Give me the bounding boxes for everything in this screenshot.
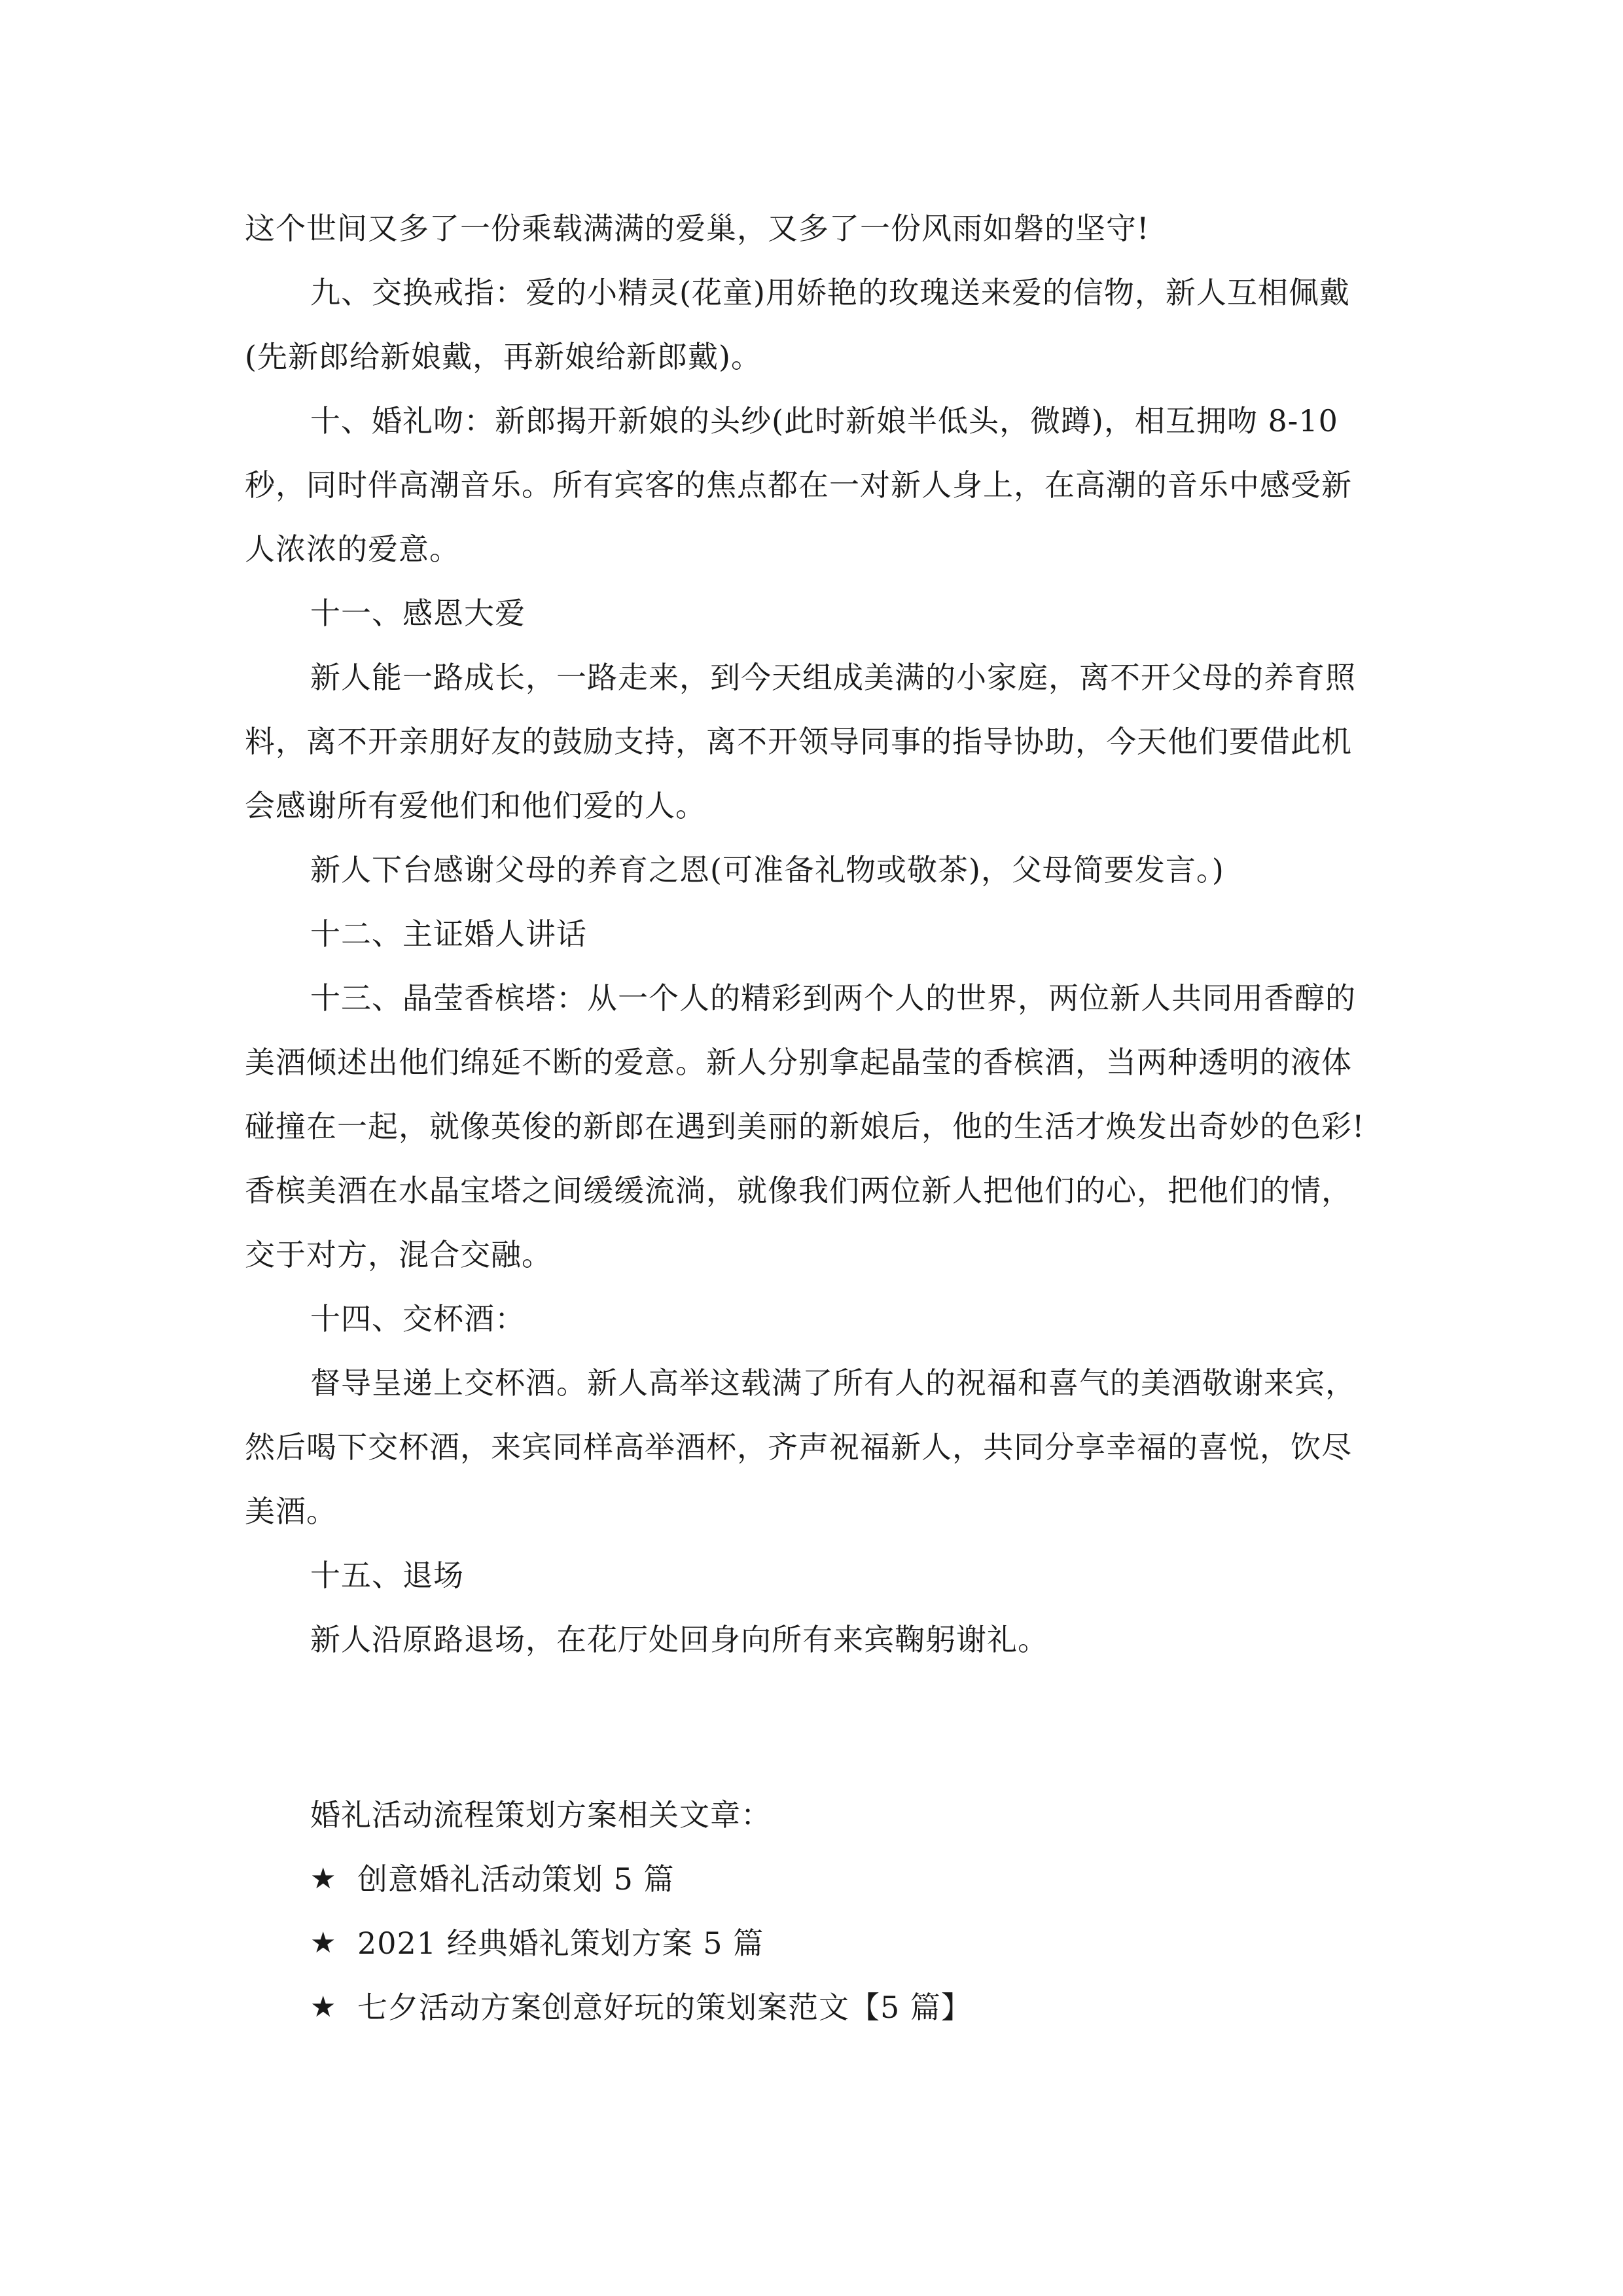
heading-gratitude: 十一、感恩大爱 [310,596,526,631]
paragraph-gratitude: 新人能一路成长，一路走来，到今天组成美满的小家庭，离不开父母的养育照料，离不开亲朋好友的鼓励支持，离不开领导同事的指导协助，今天他们要借此机会感谢所有爱他们和他们爱的人。 [245,660,1356,823]
related-article-label: 2021 经典婚礼策划方案 5 篇 [357,1926,764,1961]
document-page [245,196,1377,2039]
related-article-link[interactable] [245,1911,1377,1975]
paragraph-thank-parents: 新人下台感谢父母的养育之恩(可准备礼物或敬茶)，父母简要发言。) [310,852,1224,888]
related-article-link[interactable] [245,1975,1377,2039]
heading-exit: 十五、退场 [310,1558,464,1593]
paragraph-exit: 新人沿原路退场，在花厅处回身向所有来宾鞠躬谢礼。 [310,1622,1048,1657]
paragraph-exchange-rings: 九、交换戒指：爱的小精灵(花童)用娇艳的玫瑰送来爱的信物，新人互相佩戴(先新郎给新娘戴，再新娘给新郎戴)。 [245,275,1350,374]
related-article-label: 七夕活动方案创意好玩的策划案范文【5 篇】 [357,1990,972,2025]
paragraph-continuation: 这个世间又多了一份乘载满满的爱巢，又多了一份风雨如磐的坚守! [245,211,1150,246]
star-icon: ★ [310,1862,337,1895]
paragraph-cross-cup-wine: 督导呈递上交杯酒。新人高举这载满了所有人的祝福和喜气的美酒敬谢来宾，然后喝下交杯酒，来宾同样高举酒杯，齐声祝福新人，共同分享幸福的喜悦，饮尽美酒。 [245,1365,1356,1529]
heading-officiant-speech: 十二、主证婚人讲话 [310,916,587,952]
star-icon: ★ [310,1926,337,1960]
related-articles-title: 婚礼活动流程策划方案相关文章： [310,1797,772,1833]
paragraph-champagne-tower: 十三、晶莹香槟塔：从一个人的精彩到两个人的世界，两位新人共同用香醇的美酒倾述出他们绵延不断的爱意。新人分别拿起晶莹的香槟酒，当两种透明的液体碰撞在一起，就像英俊的新郎在遇到美丽的新娘后，他的生活才焕发出奇妙的色彩!香槟美酒在水晶宝塔之间缓缓流淌，就像我们两位新人把他们的心，把他们的情，交于对方，混合交融。 [245,980,1365,1272]
related-articles [245,1783,1377,2039]
paragraph-wedding-kiss: 十、婚礼吻：新郎揭开新娘的头纱(此时新娘半低头，微蹲)，相互拥吻 8-10 秒，同时伴高潮音乐。所有宾客的焦点都在一对新人身上，在高潮的音乐中感受新人浓浓的爱意。 [245,403,1352,567]
related-article-link[interactable] [245,1847,1377,1911]
heading-cross-cup-wine: 十四、交杯酒： [310,1301,526,1336]
related-article-label: 创意婚礼活动策划 5 篇 [357,1861,675,1897]
document-body [245,196,1377,1672]
section-spacer [245,1672,1377,1783]
star-icon: ★ [310,1990,337,2024]
